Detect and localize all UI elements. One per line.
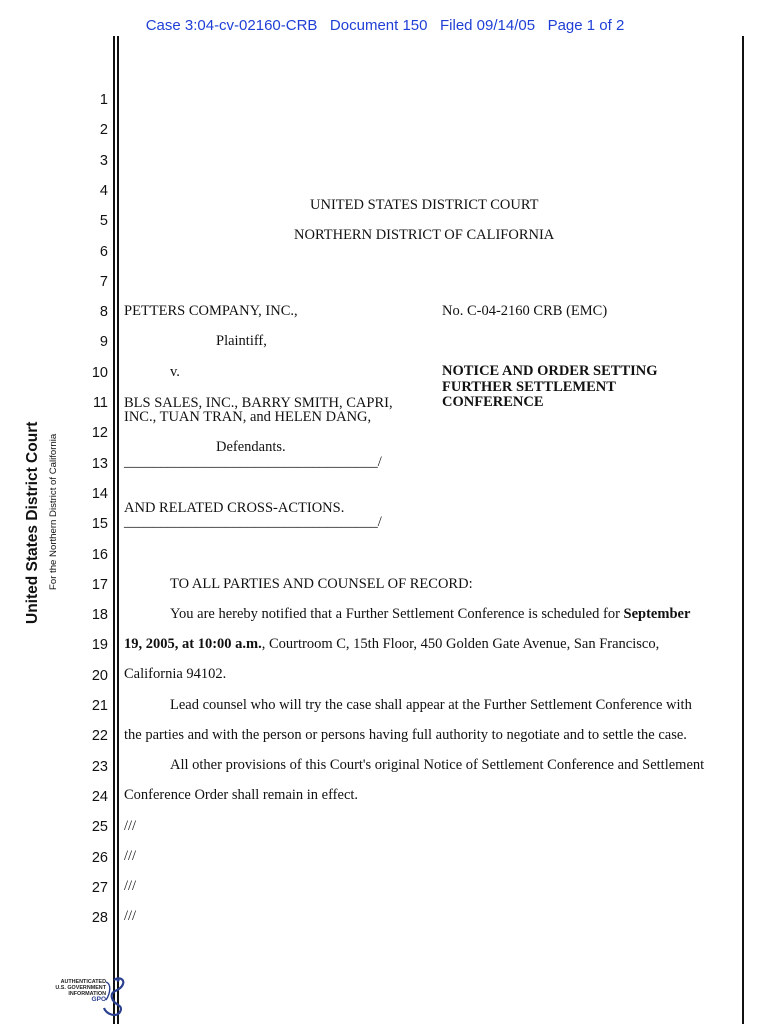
defendants-role: Defendants. [216, 439, 286, 455]
line-number: 16 [91, 546, 108, 563]
caption-separator: ___________________________________/ [124, 514, 382, 530]
line-number: 18 [91, 607, 108, 624]
plaintiff-name: PETTERS COMPANY, INC., [124, 303, 298, 319]
paragraph-1-line-2 [124, 636, 659, 653]
document-title-line: FURTHER SETTLEMENT [442, 378, 616, 395]
right-margin-rule [742, 36, 744, 1024]
sidebar-district-name: For the Northern District of California [48, 433, 59, 590]
defendants-names-line1: BLS SALES, INC., BARRY SMITH, CAPRI, [124, 395, 393, 411]
line-number: 23 [91, 758, 108, 775]
line-number: 24 [91, 788, 108, 805]
paragraph-3-line-1: All other provisions of this Court's original Notice of Settlement Conference and Settlement [170, 757, 705, 773]
line-number: 20 [91, 667, 108, 684]
line-number: 10 [91, 364, 108, 381]
left-margin-rule-1 [113, 36, 115, 1024]
versus-label: v. [170, 364, 180, 380]
gpo-seal-mark: GPO [91, 996, 106, 1003]
case-number: No. C-04-2160 CRB (EMC) [442, 303, 608, 319]
line-number: 27 [91, 879, 108, 896]
plaintiff-role: Plaintiff, [216, 333, 267, 349]
gpo-seal-line: AUTHENTICATED [60, 979, 106, 985]
line-number: 6 [99, 243, 108, 260]
paragraph-3-line-2: Conference Order shall remain in effect. [124, 787, 359, 803]
paragraph-1-date: 19, 2005, at 10:00 a.m. [124, 636, 262, 652]
document-title [442, 364, 658, 411]
gpo-seal-line: INFORMATION [68, 991, 106, 997]
line-number: 2 [99, 122, 108, 139]
line-number: 22 [91, 728, 108, 745]
related-actions: AND RELATED CROSS-ACTIONS. [124, 500, 345, 516]
line-number: 15 [91, 516, 108, 533]
salutation: TO ALL PARTIES AND COUNSEL OF RECORD: [170, 576, 473, 592]
line-number: 13 [91, 455, 108, 472]
caption-separator: ___________________________________/ [124, 454, 382, 470]
gpo-seal-line: U.S. GOVERNMENT [55, 985, 106, 991]
document-title-line: NOTICE AND ORDER SETTING [442, 363, 658, 379]
slash-marker: /// [124, 818, 137, 834]
paragraph-2-line-2: the parties and with the person or persons having full authority to negotiate and to settle the case. [124, 727, 687, 743]
line-number: 26 [91, 849, 108, 866]
paragraph-1-line-1 [170, 606, 690, 623]
paragraph-1-line-3: California 94102. [124, 666, 227, 682]
left-margin-rule-2 [117, 36, 119, 1024]
slash-marker: /// [124, 878, 137, 894]
line-number: 5 [99, 213, 108, 230]
line-number: 1 [99, 92, 108, 108]
line-number: 25 [91, 819, 108, 836]
court-district: NORTHERN DISTRICT OF CALIFORNIA [294, 227, 555, 243]
line-number: 11 [92, 395, 108, 411]
document-header: Case 3:04-cv-02160-CRB Document 150 Filed 09/14/05 Page 1 of 2 [145, 17, 625, 34]
paragraph-2-line-1: Lead counsel who will try the case shall appear at the Further Settlement Conference with [170, 697, 692, 713]
sidebar-court-name: United States District Court [24, 421, 41, 624]
line-number: 19 [91, 637, 108, 654]
paragraph-1-text: You are hereby notified that a Further Settlement Conference is scheduled for [170, 606, 624, 622]
document-title-line: CONFERENCE [442, 394, 544, 410]
paragraph-1-date-month: September [623, 606, 691, 622]
line-number: 7 [99, 273, 108, 290]
line-number: 21 [91, 698, 108, 714]
defendants-names-line2: INC., TUAN TRAN, and HELEN DANG, [124, 409, 372, 425]
line-number: 9 [99, 334, 108, 351]
line-number: 4 [99, 182, 108, 199]
line-number: 17 [91, 576, 108, 593]
line-number: 12 [91, 425, 108, 442]
line-number: 14 [91, 485, 108, 502]
slash-marker: /// [124, 848, 137, 864]
line-number: 28 [91, 910, 108, 927]
gpo-eagle-icon [40, 974, 130, 1018]
gpo-authentication-seal [40, 974, 130, 1018]
court-name: UNITED STATES DISTRICT COURT [310, 197, 539, 213]
line-number: 8 [99, 304, 108, 321]
paragraph-1-location: , Courtroom C, 15th Floor, 450 Golden Gate Avenue, San Francisco, [261, 636, 660, 652]
line-number: 3 [99, 152, 108, 169]
slash-marker: /// [124, 908, 137, 924]
